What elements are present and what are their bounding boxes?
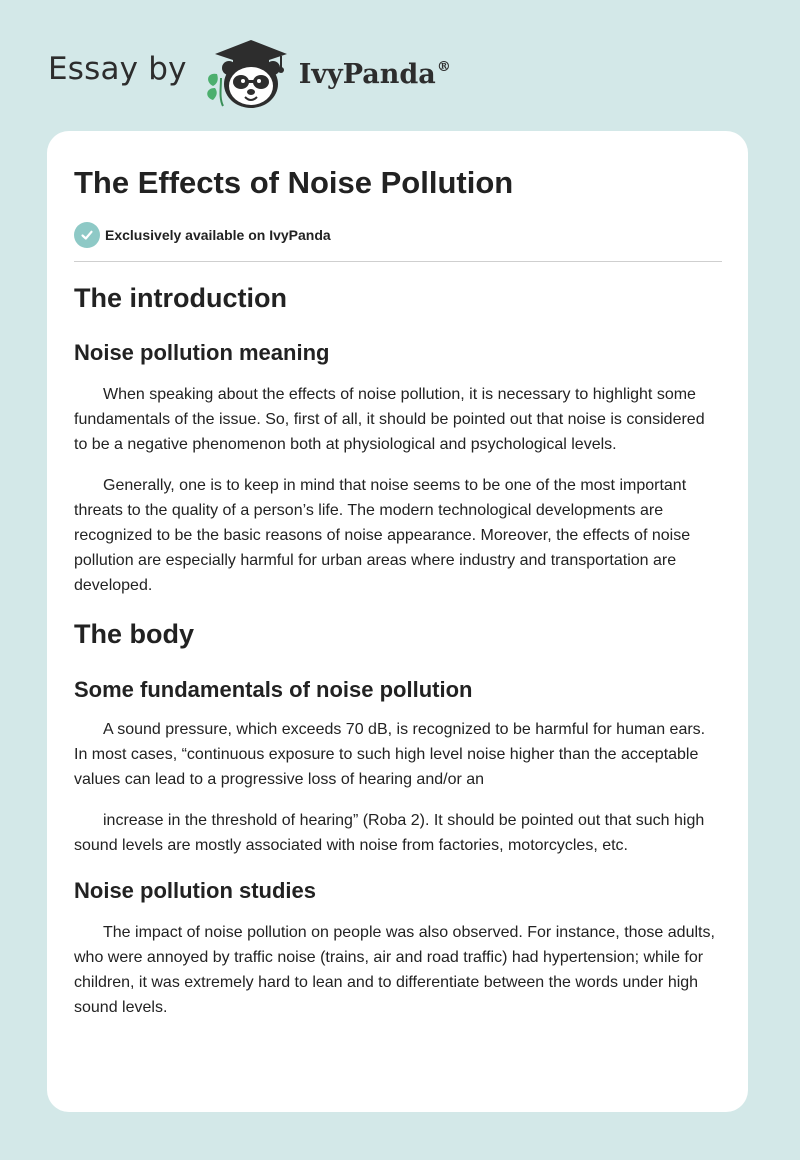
title-divider — [74, 261, 722, 262]
paragraph: Generally, one is to keep in mind that noise seems to be one of the most important threats to the quality of a person’s life. The modern technological developments are recognized to be the basic reasons of noise appearance. Moreover, the effects of noise pollution are especially harmful for urban areas where industry and transportation are developed. — [74, 477, 691, 594]
essay-body — [74, 282, 722, 1020]
exclusive-badge — [74, 222, 331, 248]
paragraph: The impact of noise pollution on people was also observed. For instance, those adults, who were annoyed by traffic noise (trains, air and road traffic) had hypertension; while for children, it was extremely hard to lean and to differentiate between the words under high sound levels. — [74, 924, 715, 1016]
section-heading-introduction: The introduction — [74, 283, 287, 313]
section-heading-body: The body — [74, 619, 194, 649]
panda-graduate-icon — [201, 34, 293, 110]
trademark-symbol: ® — [436, 58, 451, 75]
brand-name: IvyPanda — [298, 58, 436, 90]
subheading-noise-pollution-meaning: Noise pollution meaning — [74, 340, 330, 365]
exclusive-badge-label: Exclusively available on IvyPanda — [105, 227, 331, 243]
paragraph: A sound pressure, which exceeds 70 dB, is recognized to be harmful for human ears. In most cases, “continuous exposure to such high level noise higher than the acceptable values can lead to a progressive loss of hearing and/or an — [74, 721, 706, 788]
paragraph: increase in the threshold of hearing” (Roba 2). It should be pointed out that such high sound levels are mostly associated with noise from factories, motorcycles, etc. — [74, 812, 705, 854]
site-logo[interactable] — [48, 34, 451, 110]
ivypanda-wordmark — [299, 59, 451, 90]
essay-title: The Effects of Noise Pollution — [74, 165, 514, 200]
essay-card — [47, 131, 748, 1112]
subheading-studies: Noise pollution studies — [74, 878, 317, 903]
check-circle-icon — [74, 222, 100, 248]
paragraph: When speaking about the effects of noise pollution, it is necessary to highlight some fundamentals of the issue. So, first of all, it should be pointed out that noise is considered to be a negative phenomenon both at physiological and psychological levels. — [74, 386, 705, 453]
essay-by-label: Essay by — [48, 51, 187, 87]
subheading-fundamentals: Some fundamentals of noise pollution — [74, 677, 473, 702]
